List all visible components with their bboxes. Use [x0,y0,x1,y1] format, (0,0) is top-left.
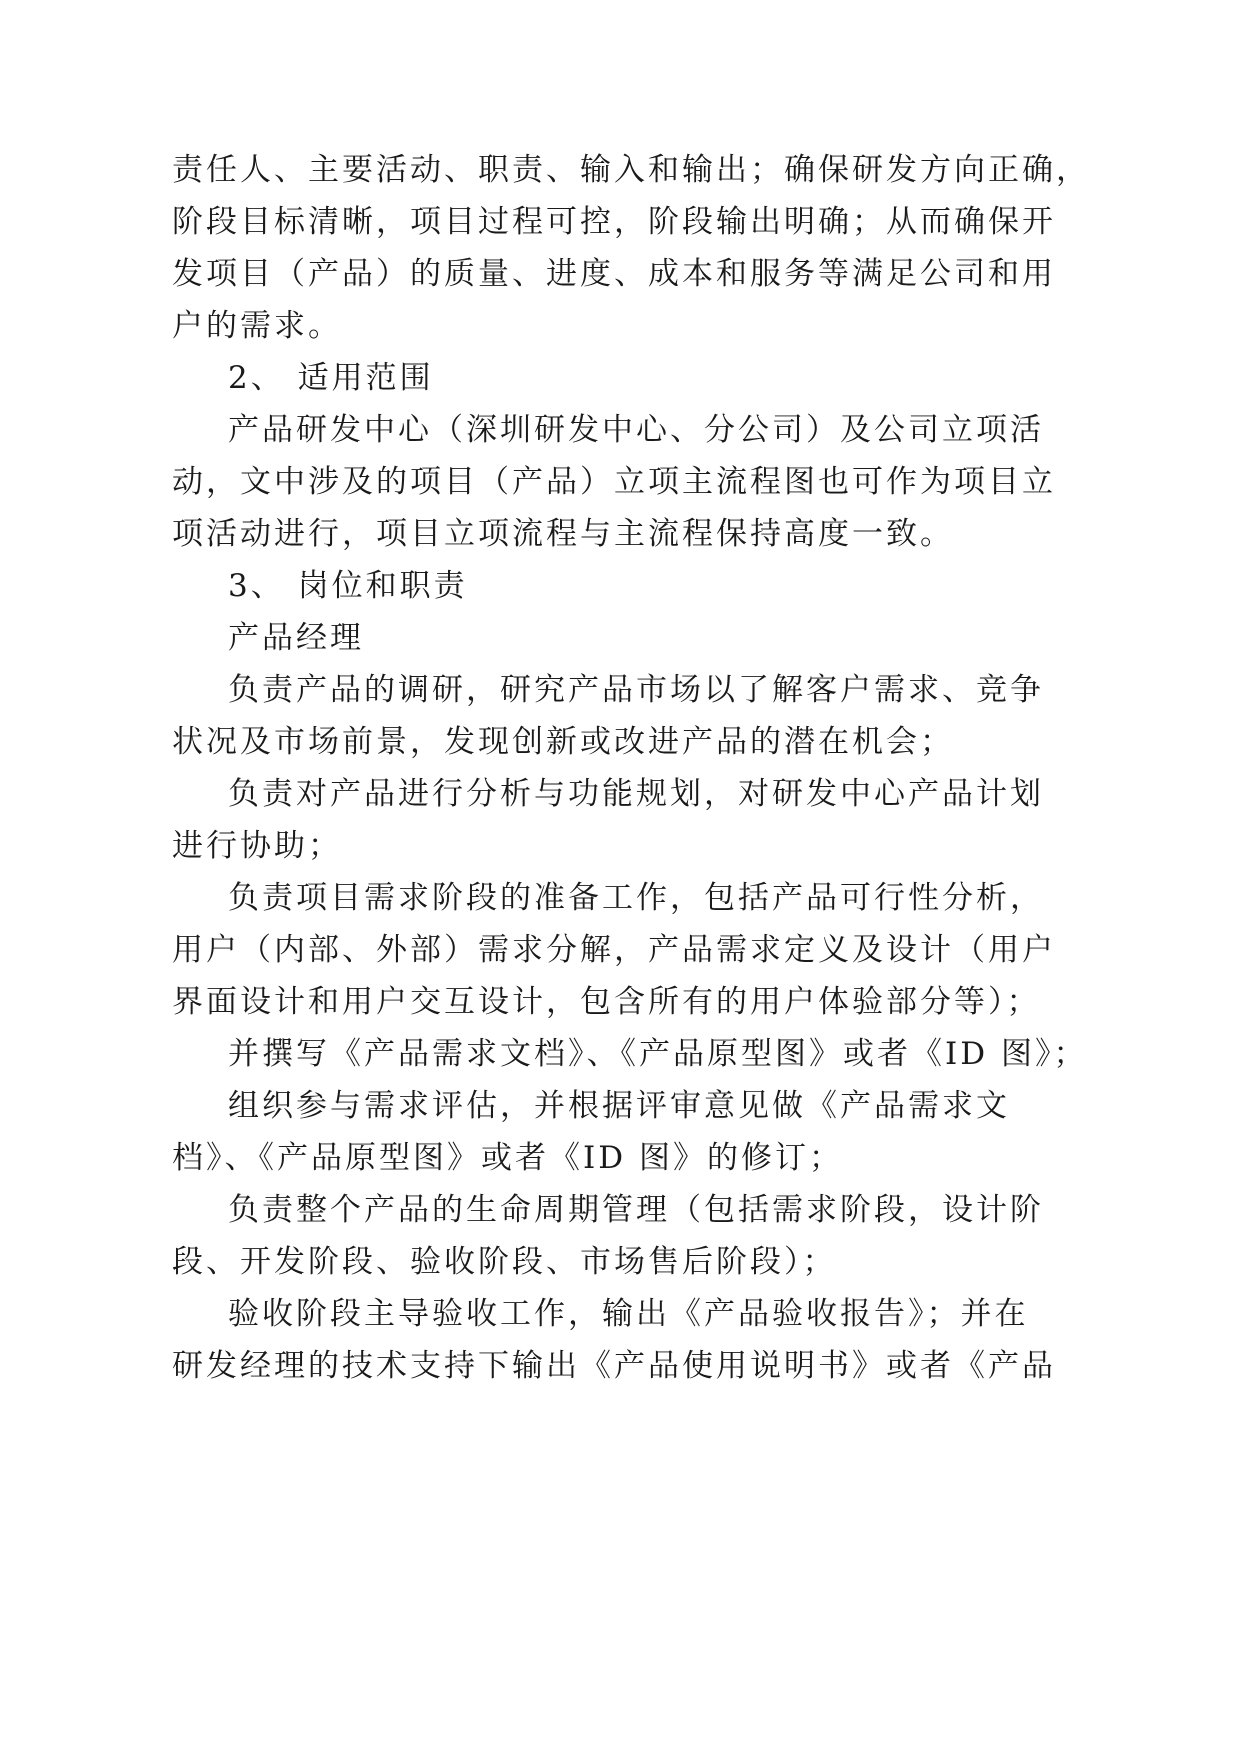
text-line: 负责产品的调研，研究产品市场以了解客户需求、竞争 [228,672,1044,708]
text-line: 进行协助； [172,828,342,864]
subheading: 产品经理 [228,620,364,656]
text-line: 组织参与需求评估，并根据评审意见做《产品需求文 [228,1088,1010,1124]
text-line: 并撰写《产品需求文档》、《产品原型图》或者《ID 图》； [228,1036,1088,1072]
text-line: 验收阶段主导验收工作，输出《产品验收报告》；并在 [228,1296,1029,1332]
text-line: 研发经理的技术支持下输出《产品使用说明书》或者《产品 [172,1348,1056,1384]
text-line: 状况及市场前景，发现创新或改进产品的潜在机会； [172,724,954,760]
text-line: 发项目（产品）的质量、进度、成本和服务等满足公司和用 [172,256,1056,292]
text-line: 负责整个产品的生命周期管理（包括需求阶段，设计阶 [228,1192,1044,1228]
text-line: 项活动进行，项目立项流程与主流程保持高度一致。 [172,516,954,552]
text-line: 负责对产品进行分析与功能规划，对研发中心产品计划 [228,776,1044,812]
text-line: 户的需求。 [172,308,342,344]
text-line: 动，文中涉及的项目（产品）立项主流程图也可作为项目立 [172,464,1056,500]
text-line: 负责项目需求阶段的准备工作，包括产品可行性分析， [228,880,1044,916]
section-heading: 3、 岗位和职责 [228,568,468,604]
text-line: 阶段目标清晰，项目过程可控，阶段输出明确；从而确保开 [172,204,1056,240]
section-heading: 2、 适用范围 [228,360,434,396]
text-line: 段、开发阶段、验收阶段、市场售后阶段）； [172,1244,837,1280]
text-line: 责任人、主要活动、职责、输入和输出；确保研发方向正确， [172,152,1090,188]
text-line: 用户（内部、外部）需求分解，产品需求定义及设计（用户 [172,932,1056,968]
text-line: 档》、《产品原型图》或者《ID 图》的修订； [172,1140,843,1176]
text-line: 产品研发中心（深圳研发中心、分公司）及公司立项活 [228,412,1044,448]
text-line: 界面设计和用户交互设计，包含所有的用户体验部分等）； [172,984,1041,1020]
